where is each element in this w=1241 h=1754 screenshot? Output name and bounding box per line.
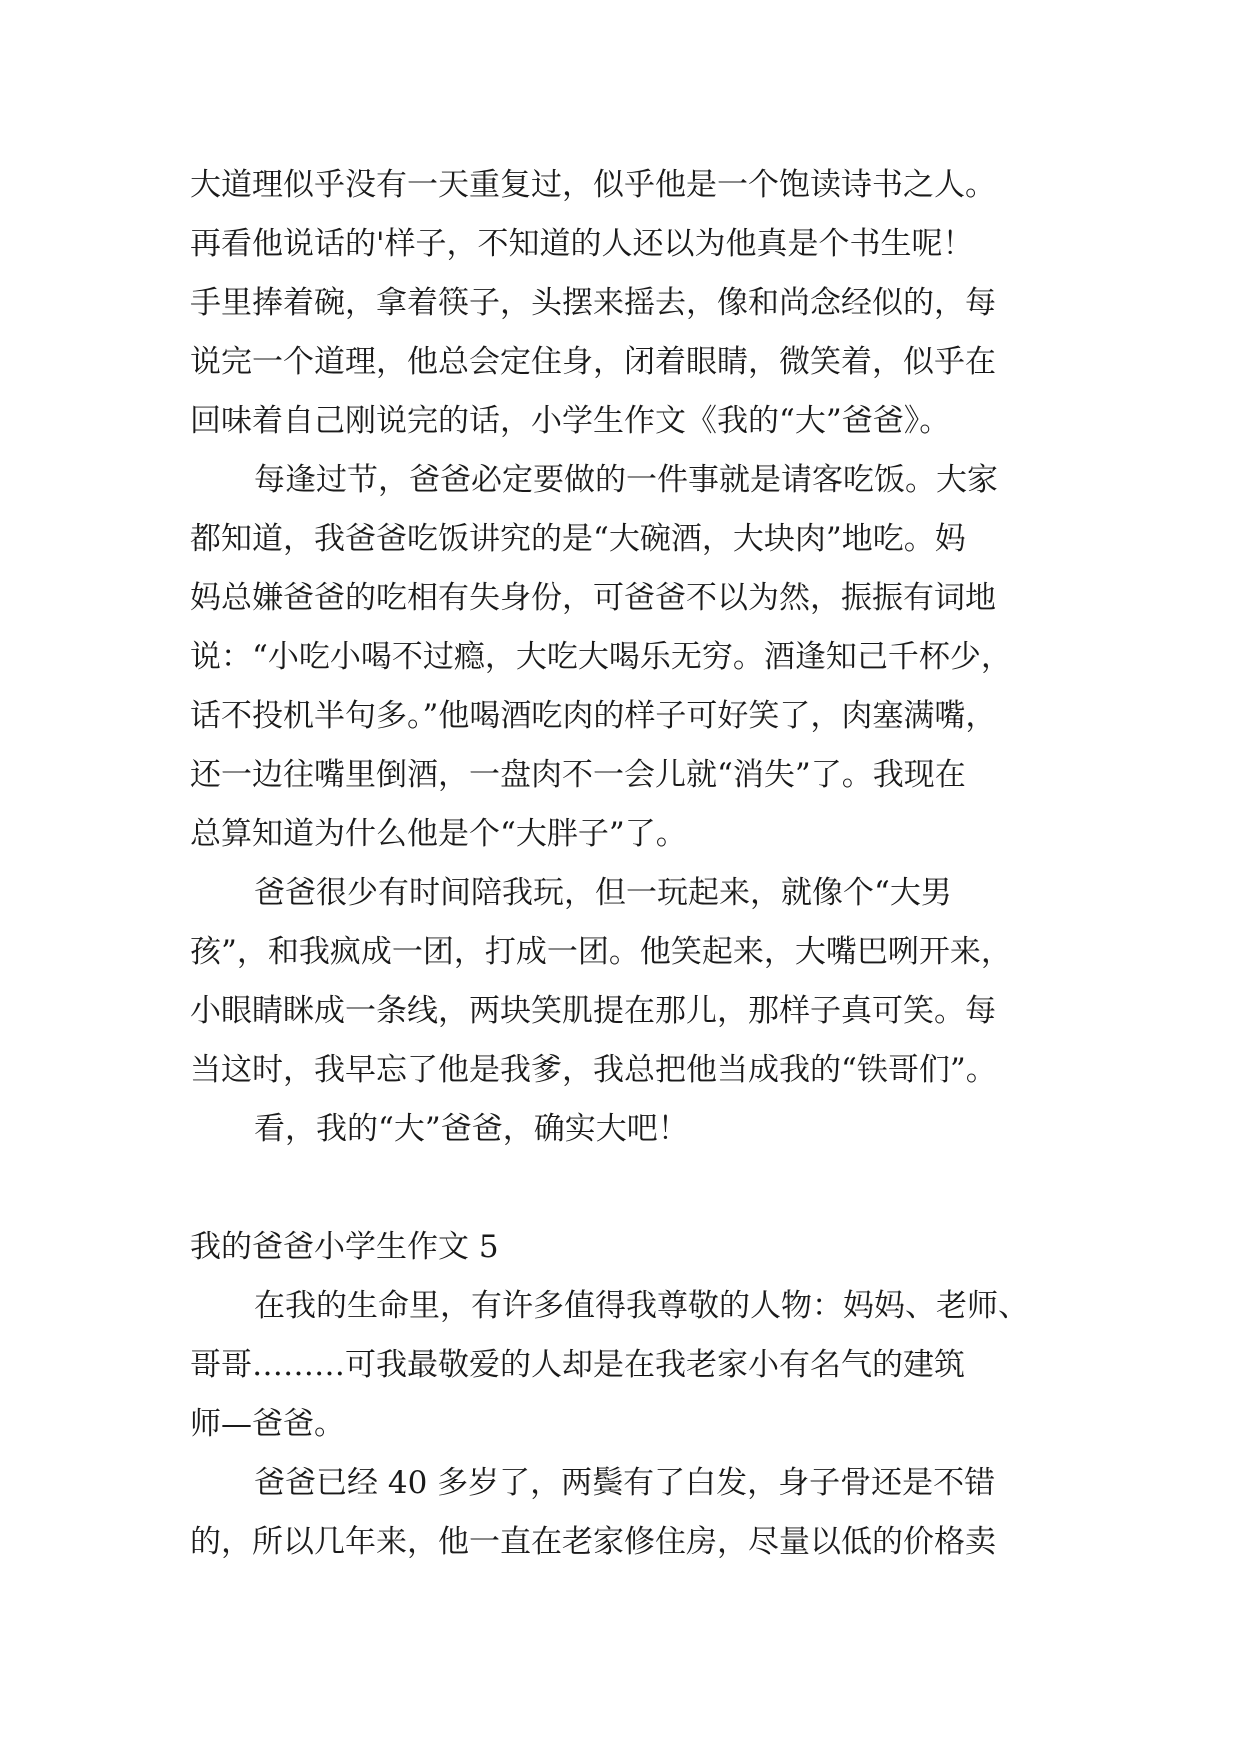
text-line: 说：“小吃小喝不过瘾，大吃大喝乐无穷。酒逢知己千杯少， bbox=[190, 639, 1012, 675]
section-title: 我的爸爸小学生作文 5 bbox=[190, 1229, 499, 1265]
text-line: 的，所以几年来，他一直在老家修住房，尽量以低的价格卖 bbox=[190, 1524, 996, 1560]
text-line: 还一边往嘴里倒酒，一盘肉不一会儿就“消失”了。我现在 bbox=[190, 757, 966, 793]
text-line: 小眼睛眯成一条线，两块笑肌提在那儿，那样子真可笑。每 bbox=[190, 993, 996, 1029]
text-line: 手里捧着碗，拿着筷子，头摆来摇去，像和尚念经似的，每 bbox=[190, 285, 996, 321]
paragraph-start-line: 每逢过节，爸爸必定要做的一件事就是请客吃饭。大家 bbox=[254, 462, 998, 498]
text-line: 都知道，我爸爸吃饭讲究的是“大碗酒，大块肉”地吃。妈 bbox=[190, 521, 966, 557]
text-line: 妈总嫌爸爸的吃相有失身份，可爸爸不以为然，振振有词地 bbox=[190, 580, 996, 616]
text-line: 师—爸爸。 bbox=[190, 1406, 345, 1442]
text-line: 哥哥………可我最敬爱的人却是在我老家小有名气的建筑 bbox=[190, 1347, 965, 1383]
section-gap bbox=[190, 1159, 1070, 1218]
text-line: 大道理似乎没有一天重复过，似乎他是一个饱读诗书之人。 bbox=[190, 167, 996, 203]
paragraph-start-line: 爸爸已经 40 多岁了，两鬓有了白发，身子骨还是不错 bbox=[254, 1465, 996, 1501]
text-line: 回味着自己刚说完的话，小学生作文《我的“大”爸爸》。 bbox=[190, 403, 951, 439]
text-line: 话不投机半句多。”他喝酒吃肉的样子可好笑了，肉塞满嘴， bbox=[190, 698, 997, 734]
paragraph-start-line: 在我的生命里，有许多值得我尊敬的人物：妈妈、老师、 bbox=[254, 1288, 1029, 1324]
text-line: 总算知道为什么他是个“大胖子”了。 bbox=[190, 816, 687, 852]
text-line: 再看他说话的'样子，不知道的人还以为他真是个书生呢！ bbox=[190, 226, 974, 262]
text-line: 当这时，我早忘了他是我爹，我总把他当成我的“铁哥们”。 bbox=[190, 1052, 997, 1088]
text-line: 孩”，和我疯成一团，打成一团。他笑起来，大嘴巴咧开来， bbox=[190, 934, 1012, 970]
paragraph-start-line: 看，我的“大”爸爸，确实大吧！ bbox=[254, 1111, 689, 1147]
text-line: 说完一个道理，他总会定住身，闭着眼睛，微笑着，似乎在 bbox=[190, 344, 996, 380]
paragraph-start-line: 爸爸很少有时间陪我玩，但一玩起来，就像个“大男 bbox=[254, 875, 952, 911]
essay-text bbox=[190, 156, 1070, 1572]
